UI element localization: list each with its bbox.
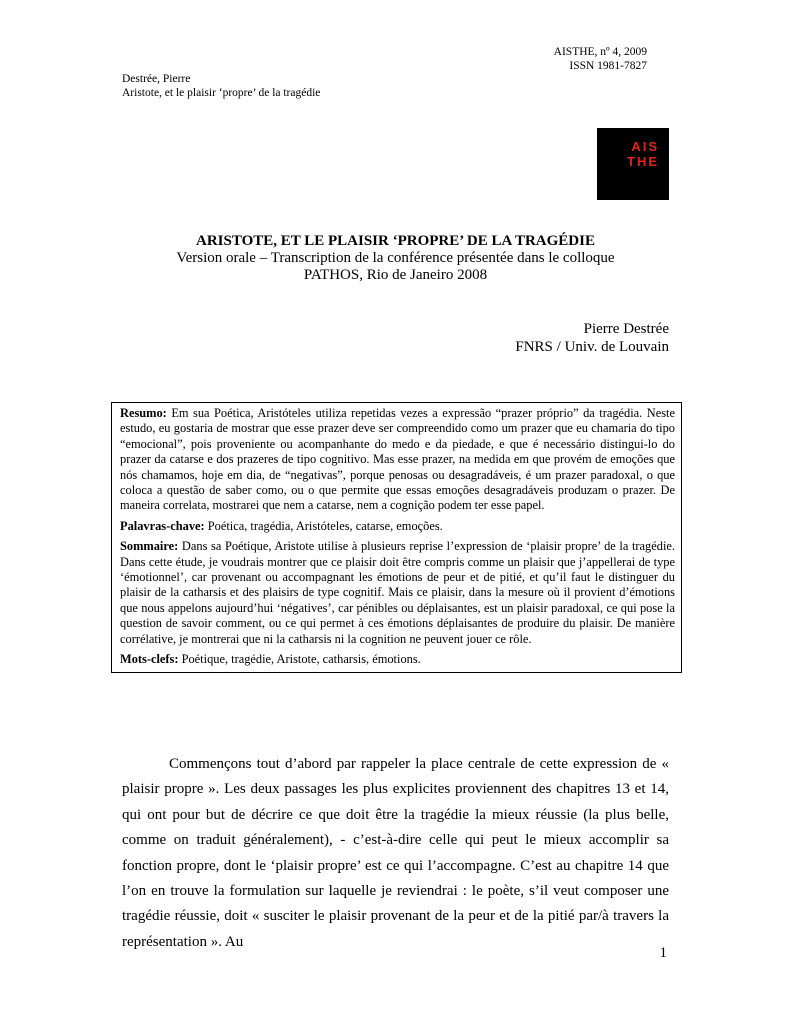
- resumo-text: Em sua Poética, Aristóteles utiliza repetidas vezes a expressão “prazer próprio” da tragédia. Neste estudo, eu gostaria de mostrar que esse prazer deve ser compreendido como um prazer que eu chamaria do tipo “emocional”, pois proveniente ou acompanhante do medo e da piedade, e que é necessário distingui-lo do prazer da catarse e dos prazeres de tipo cognitivo. Mas esse prazer, na medida em que provém de emoções que nós chamamos, hoje em dia, de “negativas”, porque penosas ou desagradáveis, é um prazer paradoxal, o que coloca a questão de saber como, ou o que permite que essas emoções desagradáveis produzam o prazer. De maneira correlata, mostrarei que nem a catarse, nem a cognição podem ter esse papel.: [120, 406, 675, 513]
- sommaire-label: Sommaire:: [120, 539, 179, 554]
- aisthe-logo: [597, 128, 669, 200]
- journal-info: [554, 45, 647, 73]
- logo-line-2: THE: [627, 154, 659, 169]
- journal-issue: AISTHE, nº 4, 2009: [553, 46, 647, 58]
- motsclefs-label: Mots-clefs:: [120, 652, 179, 667]
- body-paragraph-1: Commençons tout d’abord par rappeler la place centrale de cette expression de « plaisir propre ». Les deux passages les plus explicites proviennent des chapitres 13 et 14, qui ont pour but de décrire ce que doit être la tragédie la mieux réussie (la plus belle, comme on traduit généralement), - c’est-à-dire celle qui peut le mieux accomplir sa fonction propre, dont le ‘plaisir propre’ est ce qui l’accompagne. C’est au chapitre 14 que l’on en trouve la formulation sur laquelle je reviendrai : le poète, s’il veut composer une tragédie réussie, doit « susciter le plaisir provenant de la peur et de la pitié par/à travers la représentation ». Au: [122, 756, 669, 950]
- motsclefs-paragraph: [120, 652, 675, 667]
- sommaire-text: Dans sa Poétique, Aristote utilise à plusieurs reprise l’expression de ‘plaisir propre’ de la tragédie. Dans cette étude, je voudrais montrer que ce plaisir doit être compris comme un plaisir que j’appellerai de type ‘émotionnel’, car provenant ou accompagnant les émotions de peur et de pitié, et qu’il faut le distinguer du plaisir de la catharsis et des plaisirs de type cognitif. Mais ce plaisir, dans la mesure où il provient d’émotions que nous appelons aujourd’hui ‘négatives’, car pénibles ou déplaisantes, est un plaisir paradoxal, ce qui pose la question de savoir comment, ou ce qui permet à ces émotions déplaisantes de produire du plaisir. De manière corrélative, je montrerai que ni la catharsis ni la cognition ne peuvent jouer ce rôle.: [120, 539, 675, 646]
- journal-issn: ISSN 1981-7827: [569, 60, 647, 72]
- motsclefs-text: Poétique, tragédie, Aristote, catharsis, émotions.: [181, 652, 421, 667]
- title-block: [122, 233, 669, 284]
- paper-title: ARISTOTE, ET LE PLAISIR ‘PROPRE’ DE LA TRAGÉDIE: [196, 233, 595, 249]
- sommaire-paragraph: [120, 539, 675, 647]
- body-text: [122, 752, 669, 955]
- author-block: [515, 320, 669, 356]
- logo-line-1: AIS: [631, 139, 659, 154]
- palavras-paragraph: [120, 519, 675, 534]
- logo-text: [597, 139, 659, 169]
- running-header: [122, 72, 320, 100]
- paper-subtitle-line-2: PATHOS, Rio de Janeiro 2008: [303, 267, 488, 283]
- running-header-author: Destrée, Pierre: [122, 73, 191, 85]
- paper-subtitle-line-1: Version orale – Transcription de la conférence présentée dans le colloque: [176, 250, 615, 266]
- palavras-label: Palavras-chave:: [120, 518, 205, 533]
- palavras-text: Poética, tragédia, Aristóteles, catarse, emoções.: [207, 518, 443, 533]
- page-number: 1: [659, 945, 667, 961]
- running-header-title: Aristote, et le plaisir ‘propre’ de la tragédie: [122, 87, 321, 99]
- resumo-paragraph: [120, 406, 675, 514]
- abstract-box: [111, 402, 682, 673]
- author-name: Pierre Destrée: [583, 321, 669, 337]
- resumo-label: Resumo:: [120, 406, 167, 420]
- author-affiliation: FNRS / Univ. de Louvain: [515, 339, 669, 355]
